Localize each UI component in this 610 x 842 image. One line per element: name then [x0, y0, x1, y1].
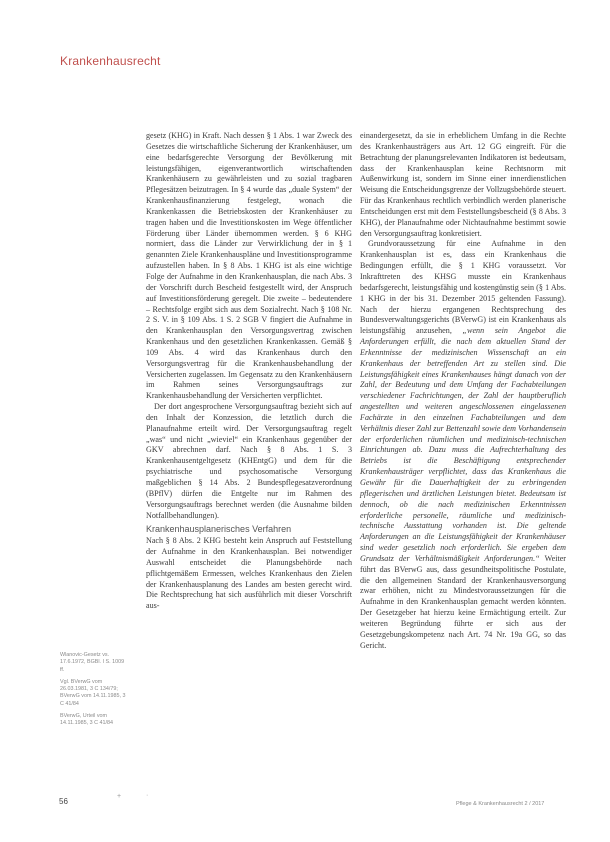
paragraph-text: Weiter führt das BVerwG aus, dass gesundheitspolitische Postulate, die den allgemeinen Standard der Krankenhausversorgung zwar erhöhen, nicht zu Mindestvoraussetzungen für die Aufnahme in den Krankenhausplan gemacht werden könnten. Der Gesetzgeber hat hierzu keine Ermächtigung erteilt. Zur weiteren Begründung führte er sich aus der Gesetzgebungskompetenz nach Art. 74 Nr. 19a GG, so das Gericht. — [360, 553, 566, 650]
footnote: BVerwG, Urteil vom 14.11.1985, 3 C 41/84 — [60, 713, 113, 727]
paragraph: einandergesetzt, da sie in erheblichem Umfang in die Rechte des Krankenhausträgers aus Art. 12 GG eingreift. Für die Betrachtung der planungsrelevanten Indikatoren ist bedeutsam, dass der Krankenhausplan keine Rechtsnorm mit Außenwirkung ist, sondern im Sinne einer innerdienstlichen Weisung die Entscheidungsgrenze der Vollzugsbehörde steuert. Für das Krankenhaus rechtlich verbindlich werden planerische Entscheidungen erst mit dem Feststellungsbescheid (§ 8 Abs. 3 KHG), der Planaufnahme oder Nichtaufnahme bestimmt sowie den Versorgungsauftrag konkretisiert. — [360, 131, 566, 238]
footnote: Wlanovic-Gesetz vs. 17.6.1972, BGBl. I S. 1009 ff. — [60, 652, 125, 673]
crop-mark: · — [146, 792, 149, 799]
right-text-column — [360, 131, 566, 652]
paragraph — [360, 239, 566, 651]
section-title: Krankenhausrecht — [60, 54, 161, 68]
page-number: 56 — [59, 797, 68, 806]
paragraph: gesetz (KHG) in Kraft. Nach dessen § 1 Abs. 1 war Zweck des Gesetzes die wirtschaftliche Sicherung der Krankenhäuser, um eine bedarfsgerechte Versorgung der Bevölkerung mit leistungsfähigen, eigenverantwortlich wirtschaftenden Krankenhäusern zu gewährleisten und zu sozial tragbaren Pflegesätzen beizutragen. In § 4 wurde das „duale System“ der Krankenhausfinanzierung festgelegt, wonach die Krankenkassen die Betriebskosten der Krankenhäuser zu tragen haben und die Investitionskosten im Wege öffentlicher Förderung über Länder übernommen werden. § 6 KHG normiert, dass die Länder zur Verwirklichung der in § 1 genannten Ziele Krankenhauspläne und Investitionsprogramme aufzustellen haben. In § 8 Abs. 1 KHG ist als eine wichtige Folge der Aufnahme in den Krankenhausplan, die nach Abs. 3 der Vorschrift durch Bescheid festgestellt wird, der Anspruch auf Investitionsförderung geregelt. Die zweite – bedeutendere – Rechtsfolge ergibt sich aus dem Sozialrecht. Nach § 108 Nr. 2 S. V. in § 109 Abs. 1 S. 2 SGB V fingiert die Aufnahme in den Krankenhausplan den Versorgungsvertrag zwischen Krankenhaus und den gesetzlichen Krankenkassen. Gemäß § 109 Abs. 4 wird das Krankenhaus durch den Versorgungsvertrag für die Krankenhausbehandlung der Versicherten zugelassen. Im Gegensatz zu den Krankenhäusern im Rahmen seines Versorgungsauftrags zur Krankenhausbehandlung der Versicherten verpflichtet. — [146, 131, 352, 401]
margin-footnotes — [60, 652, 130, 733]
quotation-italic: „wenn sein Angebot die Anforderungen erfüllt, die nach dem aktuellen Stand der Erkenntnisse der medizinischen Wissenschaft an ein Krankenhaus der betreffenden Art zu stellen sind. Die Leistungsfähigkeit eines Krankenhauses hängt danach von der Zahl, der Bedeutung und dem Umfang der Fachabteilungen verschiedener Fachrichtungen, der Zahl der hauptberuflich angestellten und weiteren angeschlossenen eingelassenen Fachärzte in den einzelnen Fachabteilungen und dem Verhältnis dieser Zahl zur Bettenzahl sowie dem Vorhandensein der erforderlichen räumlichen und medizinisch-technischen Einrichtungen ab. Dazu muss die Aufrechterhaltung des Betriebs ist die Beschäftigung entsprechender Krankenhausträger verpflichtet, dass das Krankenhaus die Gewähr für die Dauerhaftigkeit der zu erbringenden pflegerischen und ärztlichen Leistungen bietet. Bedeutsam ist dennoch, ob die nach medizinischen Erkenntnissen erforderliche personelle, räumliche und medizinisch-technische Ausstattung vorhanden ist. Die geltende Anforderungen an die Leistungsfähigkeit der Krankenhäuser sind weder gesetzlich noch erforderlich. Sie ergeben dem Grundsatz der Verhältnismäßigkeit Anforderungen.“ — [360, 326, 566, 563]
subheading: Krankenhausplanerisches Verfahren — [146, 524, 292, 535]
paragraph: Der dort angesprochene Versorgungsauftrag bezieht sich auf den Inhalt der Konzession, die letztlich durch die Planaufnahme erteilt wird. Der Versorgungsauftrag regelt „was“ und nicht „wieviel“ ein Krankenhaus gegenüber der GKV abrechnen darf. Nach § 8 Abs. 1 S. 3 Krankenhausentgeltgesetz (KHEntgG) und dem für die psychiatrische und psychosomatische Versorgung maßgeblichen § 14 Abs. 2 Bundespflegesatzverordnung (BPflV) dürfen die Entgelte nur im Rahmen des Versorgungsauftrags berechnet werden (die Ausnahme bilden Notfallbehandlungen). — [146, 402, 352, 520]
paragraph-text: Grundvoraussetzung für eine Aufnahme in den Krankenhausplan ist es, dass ein Krankenhaus die Bedingungen erfüllt, die § 1 KHG voraussetzt. Vor Inkrafttreten des KHSG musste ein Krankenhaus bedarfsgerecht, leistungsfähig und kostengünstig sein (§ 1 Abs. 1 KHG in der bis 31. Dezember 2015 geltenden Fassung). Nach der hierzu ergangenen Rechtsprechung des Bundesverwaltungsgerichts (BVerwG) ist ein Krankenhaus als leistungsfähig anzusehen, — [360, 239, 566, 336]
paragraph: Nach § 8 Abs. 2 KHG besteht kein Anspruch auf Feststellung der Aufnahme in den Krankenhausplan. Bei notwendiger Auswahl entscheidet die Planungsbehörde nach pflichtgemäßem Ermessen, welches Krankenhaus den Zielen der Krankenhausplanung des Landes am besten gerecht wird. Die Rechtsprechung hat sich ausführlich mit dieser Vorschrift aus- — [146, 536, 352, 611]
footnote: Vgl. BVerwG vom 26.03.1981, 3 C 134/79; BVerwG vom 14.11.1985, 3 C 41/84 — [60, 678, 126, 707]
footer-journal-info: Pflege & Krankenhausrecht 2 / 2017 — [456, 801, 545, 807]
crop-mark: + — [117, 793, 122, 800]
left-text-column — [146, 131, 352, 612]
